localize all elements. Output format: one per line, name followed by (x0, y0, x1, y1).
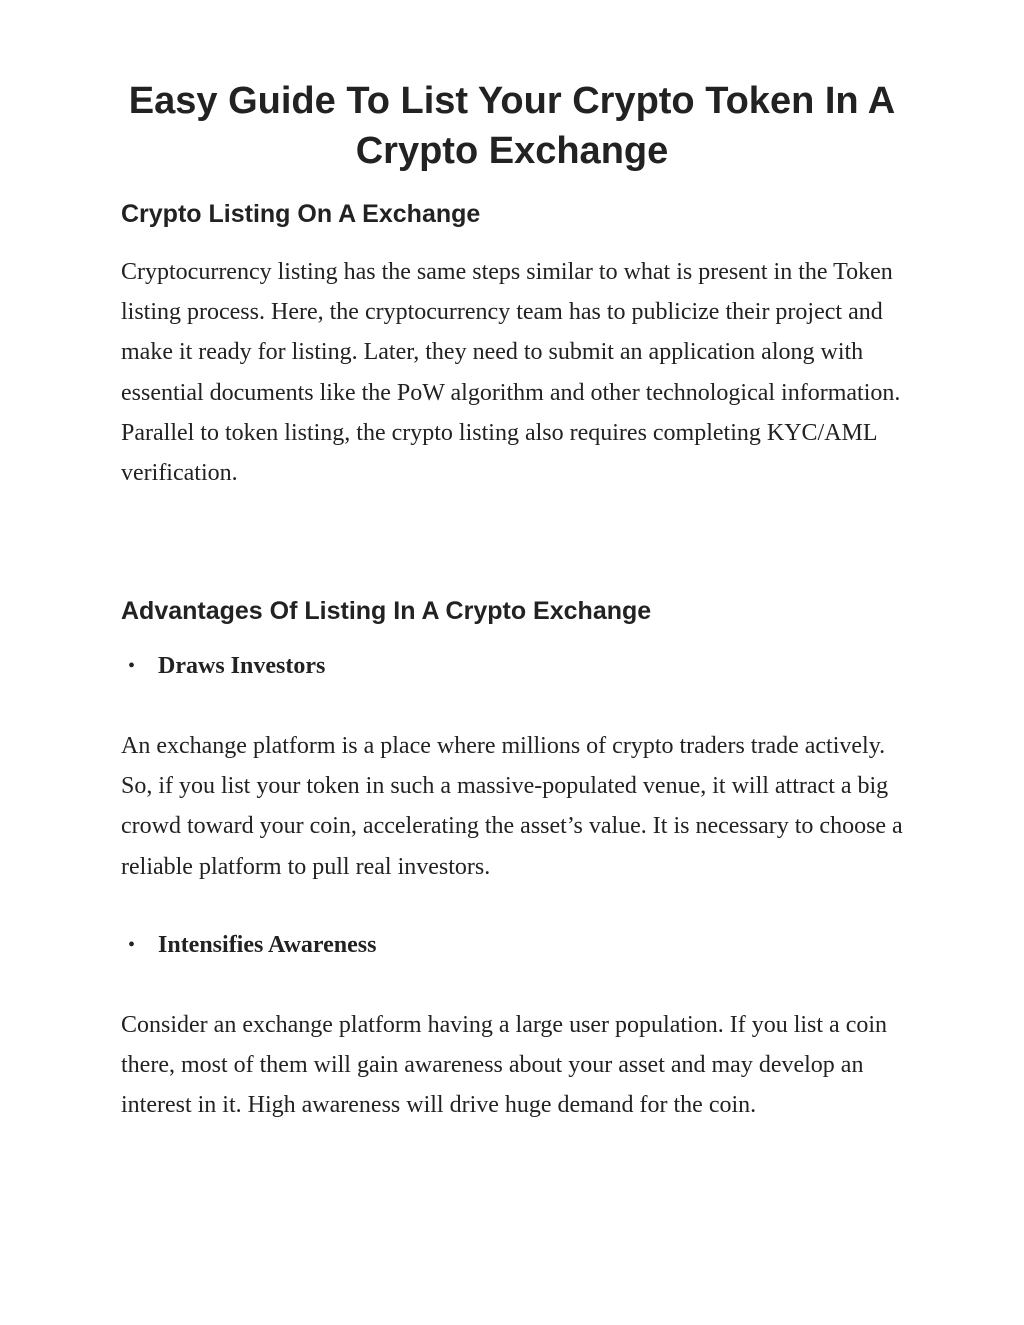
paragraph-intensifies-awareness: Consider an exchange platform having a large user population. If you list a coin there, most of them will gain awareness about your asset and may develop an interest in it. High awareness will drive huge demand for the coin. (121, 1012, 888, 1119)
section-paragraph-crypto-listing: Cryptocurrency listing has the same steps similar to what is present in the Token listing process. Here, the cryptocurrency team has to publicize their project and make it ready for listing. Later, they need to submit an application along with essential documents like the PoW algorithm and other technological information. Parallel to token listing, the crypto listing also requires completing KYC/AML verification. (121, 259, 901, 487)
list-item-draws-investors (121, 650, 325, 682)
list-item-intensifies-awareness (121, 929, 376, 961)
list-item-title: Draws Investors (158, 653, 326, 679)
page-title: Easy Guide To List Your Crypto Token In A Crypto Exchange (128, 80, 896, 172)
section-heading-advantages: Advantages Of Listing In A Crypto Exchange (121, 597, 652, 625)
section-heading-crypto-listing: Crypto Listing On A Exchange (121, 200, 481, 228)
paragraph-draws-investors: An exchange platform is a place where millions of crypto traders trade actively. So, if you list your token in such a massive-populated venue, it will attract a big crowd toward your coin, accelerating the asset’s value. It is necessary to choose a reliable platform to pull real investors. (121, 733, 903, 880)
bullet-icon: • (128, 655, 136, 677)
bullet-icon: • (128, 934, 136, 956)
list-item-title: Intensifies Awareness (158, 932, 377, 958)
